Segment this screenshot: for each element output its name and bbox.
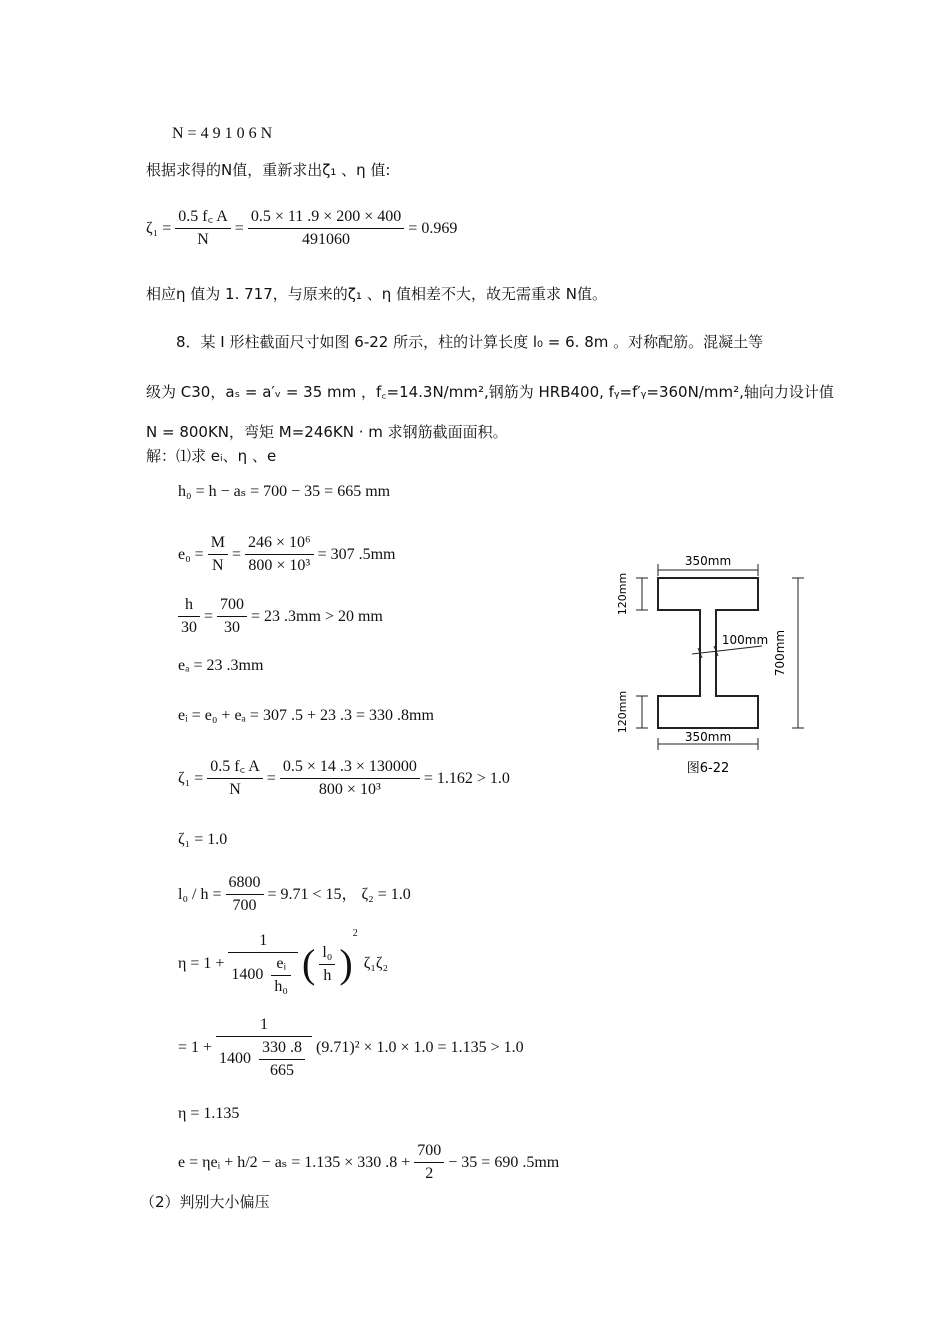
- solution-step-1: 解：⑴求 eᵢ、η 、e: [146, 447, 277, 465]
- nested-fraction: [271, 953, 291, 998]
- fraction: [245, 532, 314, 577]
- numerator: 700: [414, 1140, 444, 1163]
- eta-calculation: [178, 1014, 524, 1082]
- denominator: N: [197, 231, 209, 248]
- fraction: [217, 594, 247, 639]
- recompute-intro: 根据求得的N值，重新求出ζ₁ 、η 值:: [146, 161, 391, 179]
- numerator: eᵢ: [271, 953, 291, 976]
- fraction: [208, 532, 228, 577]
- fraction: [319, 942, 335, 987]
- denominator: 30: [224, 619, 241, 636]
- eq-rhs: = 1.162 > 1.0: [423, 769, 510, 787]
- problem-line-3: N = 800KN，弯矩 M=246KN · m 求钢筋截面面积。: [146, 423, 508, 441]
- denominator: 700: [232, 897, 257, 914]
- fraction: [207, 756, 263, 801]
- eq-rhs: = 23 .3mm > 20 mm: [251, 607, 383, 625]
- web-dim-leader: [692, 646, 762, 654]
- i-beam-outline: [658, 578, 758, 728]
- numerator: M: [208, 532, 228, 555]
- fraction: [228, 930, 298, 998]
- problem-line-2: 级为 C30，aₛ = a′ᵥ = 35 mm ，f꜀=14.3N/mm²,钢筋为 HRB400, fᵧ=f′ᵧ=360N/mm²,轴向力设计值: [146, 383, 834, 401]
- denominator: 665: [270, 1062, 295, 1079]
- eq-lhs: η = 1 +: [178, 955, 225, 972]
- eq-lhs: ζ₁ =: [146, 219, 172, 237]
- eq-lhs: l₀ / h =: [178, 885, 222, 903]
- eq-tail: ζ₁ζ₂: [363, 955, 389, 972]
- e-calculation: [178, 1140, 559, 1185]
- fraction: [178, 594, 200, 639]
- right-paren: ): [339, 941, 353, 986]
- eq-lhs: e = ηeᵢ + h/2 − aₛ = 1.135 × 330 .8 +: [178, 1153, 411, 1171]
- top-width-label: 350mm: [684, 554, 732, 568]
- eq-lhs: e₀ =: [178, 545, 204, 563]
- left-paren: (: [302, 941, 316, 986]
- numerator: 0.5 f꜀ A: [175, 206, 231, 229]
- web-label: 100mm: [721, 633, 769, 647]
- eq-rhs: = 0.969: [408, 219, 458, 237]
- conclusion-text: 相应η 值为 1. 717，与原来的ζ₁ 、η 值相差不大，故无需重求 N值。: [146, 285, 607, 303]
- denominator: h: [323, 966, 332, 984]
- fraction: [414, 1140, 444, 1185]
- denominator: h₀: [274, 978, 288, 995]
- height-label: 700mm: [773, 629, 787, 677]
- denominator: 30: [181, 619, 197, 636]
- numerator: 330 .8: [259, 1037, 305, 1060]
- fraction: [226, 872, 264, 917]
- bottom-flange-label: 120mm: [616, 690, 629, 734]
- eta-final: η = 1.135: [178, 1105, 240, 1122]
- eq-rhs: − 35 = 690 .5mm: [448, 1153, 560, 1171]
- eta-formula: η = 1 + 1 1400 $\frac{\text{eᵢ}}{\text{h₀}}$ ( $\frac{\text{l₀}}{h}$ ) 2 ζ₁ζ₂: [178, 930, 388, 998]
- numerator: h: [178, 594, 200, 617]
- numerator: 0.5 × 14 .3 × 130000: [280, 756, 420, 779]
- problem-line-1: 8．某 I 形柱截面尺寸如图 6-22 所示，柱的计算长度 l₀ = 6. 8m 。对称配筋。混凝土等: [176, 333, 764, 351]
- eq-rhs: (9.71)² × 1.0 × 1.0 = 1.135 > 1.0: [316, 1039, 524, 1056]
- eq-lhs: ζ₁ =: [178, 769, 204, 787]
- n-result: N = 4 9 1 0 6 N: [172, 125, 273, 142]
- i-beam-section-figure: [612, 548, 822, 778]
- fraction: [248, 206, 404, 251]
- ei-equation: eᵢ = e₀ + eₐ = 307 .5 + 23 .3 = 330 .8mm: [178, 707, 434, 724]
- h0-equation: h₀ = h − aₛ = 700 − 35 = 665 mm: [178, 483, 391, 500]
- eq-rhs: = 9.71 < 15， ζ₂ = 1.0: [267, 885, 411, 903]
- denominator: N: [229, 781, 241, 798]
- numerator: 0.5 f꜀ A: [207, 756, 263, 779]
- numerator: 1: [228, 930, 298, 953]
- numerator: 700: [217, 594, 247, 617]
- h-over-30-equation: $\frac{h}{30}$ = $\frac{700}{30}$ = 23 .3mm > 20 mm: [174, 594, 383, 639]
- numerator: 0.5 × 11 .9 × 200 × 400: [248, 206, 404, 229]
- denominator: 800 × 10³: [248, 557, 311, 574]
- fraction: [175, 206, 231, 251]
- denominator: N: [212, 557, 224, 574]
- nested-fraction: [259, 1037, 305, 1082]
- fraction: [280, 756, 420, 801]
- zeta1-second-equation: ζ₁ = $\frac{0.5 f꜀ A}{N}$ = $\frac{0.5 \times 14 .3 \times 130000}{\text{800 × 10³}}$ = 1.162 > 1.0: [178, 756, 510, 801]
- bottom-width-label: 350mm: [684, 730, 732, 744]
- top-flange-label: 120mm: [616, 572, 629, 616]
- fraction: [216, 1014, 312, 1082]
- denominator-coefficient: 1400: [219, 1050, 252, 1068]
- zeta1-first-equation: ζ₁ = $\frac{0.5 f꜀ A}{N}$ = $\frac{0.5 \times 11 .9 \times 200 \times 400}{491060}$ = 0.969: [146, 206, 457, 251]
- numerator: l₀: [319, 942, 335, 965]
- e0-equation: e₀ = $\frac{M}{N}$ = $\frac{\text{246 × 10⁶}}{\text{800 × 10³}}$ = 307 .5mm: [178, 532, 396, 577]
- numerator: 246 × 10⁶: [245, 532, 314, 555]
- numerator: 6800: [226, 872, 264, 895]
- l0-over-h-equation: [178, 872, 411, 917]
- denominator: 800 × 10³: [318, 781, 381, 798]
- zeta1-final: ζ₁ = 1.0: [178, 831, 228, 848]
- denominator: [228, 953, 298, 998]
- denominator-coefficient: 1400: [231, 966, 264, 984]
- figure-caption: 图6-22: [686, 761, 730, 776]
- ea-equation: eₐ = 23 .3mm: [178, 657, 264, 674]
- solution-step-2: （2）判别大小偏压: [140, 1193, 270, 1211]
- eq-rhs: = 307 .5mm: [317, 545, 396, 563]
- numerator: 1: [216, 1014, 312, 1037]
- denominator: [216, 1037, 312, 1082]
- denominator: 491060: [302, 231, 351, 248]
- eq-lhs: = 1 +: [178, 1039, 213, 1056]
- denominator: 2: [425, 1165, 434, 1182]
